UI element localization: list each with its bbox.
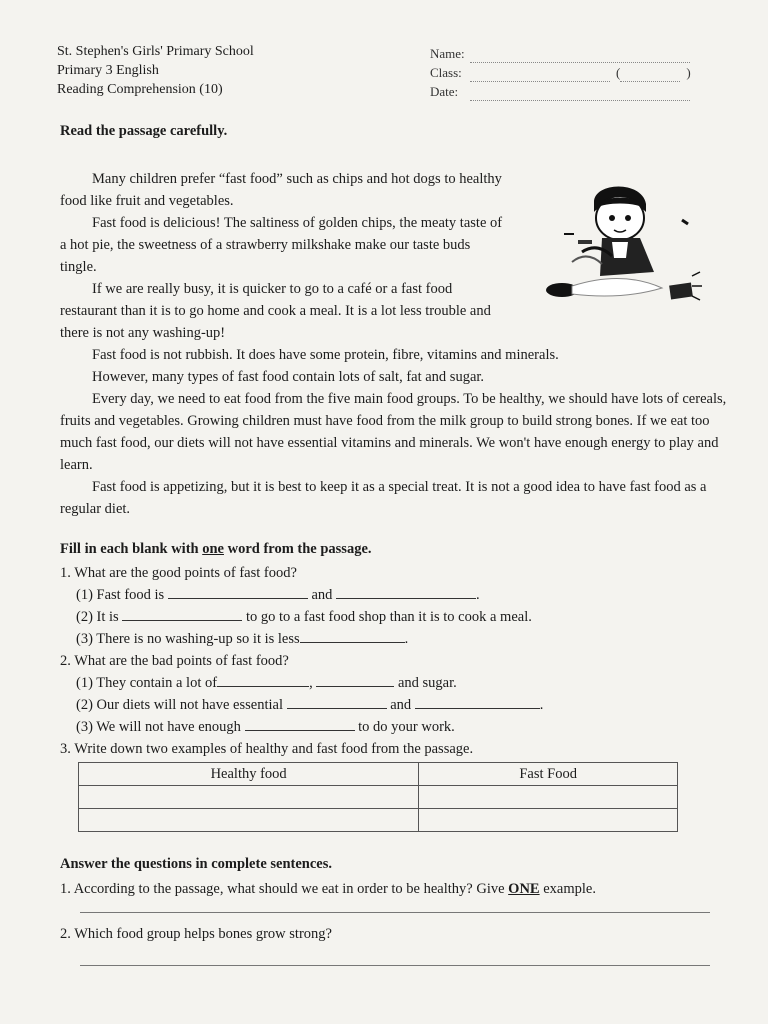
answer-blank[interactable] [316,672,394,687]
read-instruction: Read the passage carefully. [60,123,228,139]
question-2: 2. What are the bad points of fast food? [60,653,289,669]
question-3: 3. Write down two examples of healthy and fast food from the passage. [60,741,474,757]
answer-instruction: Answer the questions in complete sentences. [60,856,332,872]
prompt-text: (2) It is [76,609,119,625]
fill-title-part: word from the passage. [223,541,372,557]
prompt-text: (2) Our diets will not have essential [76,697,283,713]
answer-line[interactable] [80,900,710,913]
passage-paragraph: Many children prefer “fast food” such as chips and hot dogs to healthy food like fruit and vegetables. [60,171,502,209]
prompt-text: (3) There is no washing-up so it is less [76,631,300,647]
passage-paragraph: Every day, we need to eat food from the five main food groups. To be healthy, we should have lots of cereals, fruits and vegetables. Growing children must have food from the milk group to build strong bones. If we eat too much fast food, our diets will not have essential vitamins and minerals. We won't have enough energy to play and learn. [60,391,727,473]
class-row [430,63,691,82]
answer-blank[interactable] [168,584,308,599]
fast-food-header: Fast Food [419,763,678,786]
answer-blank[interactable] [245,716,355,731]
answer-questions [60,878,750,976]
school-name: St. Stephen's Girls' Primary School [57,44,254,59]
prompt-text: and [311,587,333,603]
name-label: Name: [430,46,465,61]
prompt-text: (3) We will not have enough [76,719,241,735]
table-header-row [79,763,678,786]
food-examples-table [78,762,678,832]
answer-question-2: 2. Which food group helps bones grow strong? [60,926,332,942]
prompt-text: and [390,697,412,713]
fill-blank-instruction [60,541,372,558]
answer-blank[interactable] [300,628,405,643]
question-1-1 [60,584,740,606]
fill-title-emphasis: one [202,541,224,557]
prompt-text: and sugar. [397,675,457,691]
prompt-text: 1. According to the passage, what should we eat in order to be healthy? Give [60,881,509,897]
answer-line[interactable] [80,953,710,966]
healthy-food-cell[interactable] [79,809,419,832]
class-number-open: ( [616,65,621,80]
prompt-text: to go to a fast food shop than it is to cook a meal. [245,609,532,625]
answer-question-1 [60,878,750,900]
prompt-text: (1) Fast food is [76,587,165,603]
passage-paragraph: Fast food is delicious! The saltiness of golden chips, the meaty taste of a hot pie, the sweetness of a strawberry milkshake make our taste buds tingle. [60,215,503,275]
fill-title-part: Fill in each blank with [60,541,203,557]
unit-title: Reading Comprehension (10) [57,82,223,97]
class-field[interactable] [470,67,610,82]
prompt-text: to do your work. [358,719,455,735]
fast-food-cell[interactable] [419,809,678,832]
class-number-close: ) [686,65,691,80]
prompt-text: (1) They contain a lot of [76,675,218,691]
prompt-text: example. [539,881,596,897]
boy-eating-illustration [542,172,707,312]
class-number-field[interactable] [620,67,680,82]
date-label: Date: [430,84,459,99]
table-row [79,809,678,832]
subject-name: Primary 3 English [57,63,159,78]
name-row [430,44,691,63]
question-1-3 [60,628,740,650]
question-1: 1. What are the good points of fast food? [60,565,297,581]
passage-paragraph: However, many types of fast food contain lots of salt, fat and sugar. [92,369,485,385]
prompt-emphasis: ONE [508,881,540,897]
passage-paragraph: Fast food is not rubbish. It does have some protein, fibre, vitamins and minerals. [92,347,559,363]
prompt-text: , [309,675,313,691]
passage-paragraph: If we are really busy, it is quicker to go to a café or a fast food restaurant than it is to go home and cook a meal. It is a lot less trouble and there is not any washing-up! [60,281,491,341]
answer-blank[interactable] [122,606,242,621]
answer-blank[interactable] [217,672,309,687]
fast-food-cell[interactable] [419,786,678,809]
question-1-2 [60,606,740,628]
prompt-text: . [476,587,480,603]
student-info [430,44,691,101]
prompt-text: . [539,697,544,713]
table-row [79,786,678,809]
passage-paragraph: Fast food is appetizing, but it is best to keep it as a special treat. It is not a good idea to have fast food as a regular diet. [60,479,707,517]
date-row [430,82,691,101]
question-2-3 [60,716,740,738]
answer-blank[interactable] [287,694,387,709]
healthy-food-cell[interactable] [79,786,419,809]
answer-blank[interactable] [415,694,540,709]
class-label: Class: [430,65,462,80]
date-field[interactable] [470,86,690,101]
fill-blank-questions [60,562,740,760]
answer-blank[interactable] [336,584,476,599]
question-2-2 [60,694,740,716]
prompt-text: . [404,631,409,647]
healthy-food-header: Healthy food [79,763,419,786]
question-2-1 [60,672,740,694]
school-header [57,42,254,99]
name-field[interactable] [470,48,690,63]
